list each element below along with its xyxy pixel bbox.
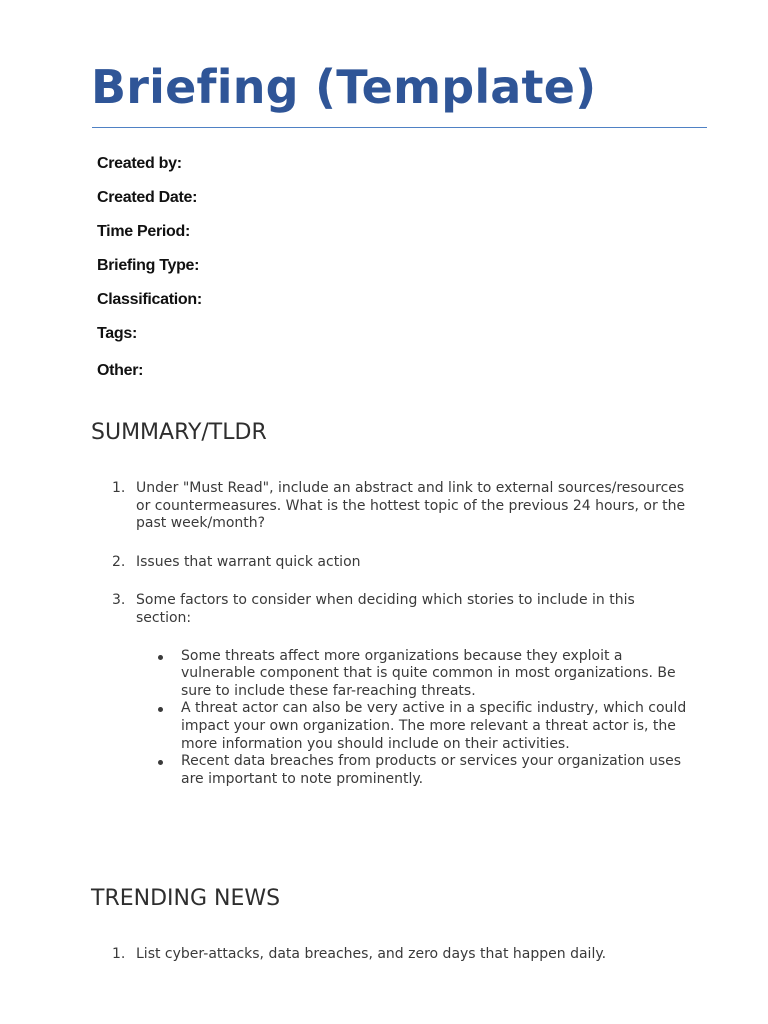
factor-bullet-list [136, 648, 691, 789]
list-item-text: Under "Must Read", include an abstract and link to external sources/resources or countermeasures. What is the hottest topic of the previous 24 hours, or the past week/month? [136, 480, 686, 532]
list-number: 2. [112, 553, 126, 570]
bullet-item [136, 648, 691, 701]
title-divider [92, 127, 707, 128]
bullet-dot-icon [158, 760, 163, 765]
meta-classification: Classification: [97, 291, 202, 308]
bullet-dot-icon [158, 655, 163, 660]
trending-news-heading: TRENDING NEWS [91, 886, 281, 911]
bullet-text: Recent data breaches from products or services your organization uses are important to note prominently. [181, 753, 682, 787]
meta-tags: Tags: [97, 325, 137, 342]
list-item [91, 480, 691, 533]
list-number: 3. [112, 592, 126, 609]
list-number: 1. [112, 946, 126, 962]
summary-list [91, 480, 691, 809]
bullet-text: A threat actor can also be very active in a specific industry, which could impact your own organization. The more relevant a threat actor is, the more information you should include on their activities. [181, 700, 687, 752]
meta-briefing-type: Briefing Type: [97, 257, 200, 274]
list-item-text: List cyber-attacks, data breaches, and zero days that happen daily. [136, 946, 607, 962]
trending-news-list [91, 946, 691, 985]
list-item [91, 946, 691, 964]
meta-time-period: Time Period: [97, 223, 191, 240]
bullet-text: Some threats affect more organizations because they exploit a vulnerable component that is quite common in most organizations. Be sure to include these far-reaching threats. [181, 647, 676, 699]
list-item [91, 592, 691, 788]
list-number: 1. [112, 480, 126, 496]
bullet-item [136, 753, 691, 788]
document-title: Briefing (Template) [91, 60, 597, 114]
meta-created-date: Created Date: [97, 189, 198, 206]
summary-heading: SUMMARY/TLDR [91, 420, 267, 445]
list-item [91, 554, 691, 572]
list-item-text: Issues that warrant quick action [136, 553, 361, 570]
meta-other: Other: [97, 362, 144, 379]
list-item-text: Some factors to consider when deciding which stories to include in this section: [136, 592, 635, 626]
bullet-dot-icon [158, 707, 163, 712]
metadata-fields [97, 153, 202, 394]
bullet-item [136, 700, 691, 753]
meta-created-by: Created by: [97, 155, 182, 172]
